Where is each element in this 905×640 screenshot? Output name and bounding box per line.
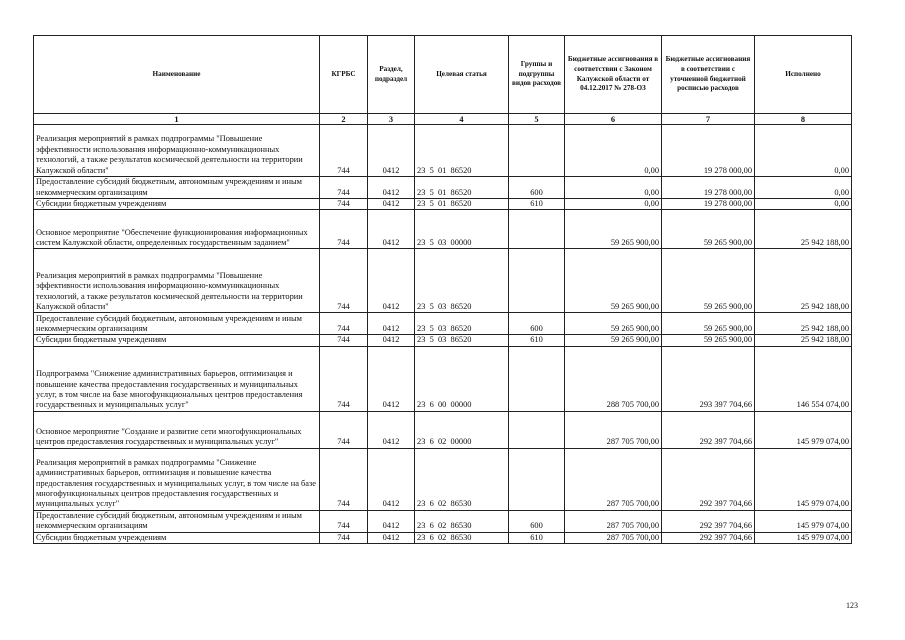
row-group: 610 bbox=[509, 335, 565, 346]
row-section: 0412 bbox=[368, 199, 415, 210]
column-header-kgrbs: КГРБС bbox=[320, 36, 368, 114]
row-target: 23 5 01 86520 bbox=[415, 199, 509, 210]
row-name: Предоставление субсидий бюджетным, автономным учреждениям и иным некоммерческим организациям bbox=[34, 177, 320, 199]
row-refined: 292 397 704,66 bbox=[662, 411, 755, 448]
row-section: 0412 bbox=[368, 532, 415, 543]
row-name: Субсидии бюджетным учреждениям bbox=[34, 532, 320, 543]
row-group: 600 bbox=[509, 177, 565, 199]
row-kgrbs: 744 bbox=[320, 210, 368, 249]
row-refined: 293 397 704,66 bbox=[662, 346, 755, 411]
row-kgrbs: 744 bbox=[320, 411, 368, 448]
row-kgrbs: 744 bbox=[320, 532, 368, 543]
row-target: 23 6 02 86530 bbox=[415, 510, 509, 532]
row-kgrbs: 744 bbox=[320, 313, 368, 335]
column-header-section: Раздел, подраздел bbox=[368, 36, 415, 114]
table-row bbox=[34, 249, 852, 313]
table-row bbox=[34, 532, 852, 543]
row-name: Субсидии бюджетным учреждениям bbox=[34, 199, 320, 210]
row-target: 23 6 02 86530 bbox=[415, 532, 509, 543]
row-refined: 292 397 704,66 bbox=[662, 510, 755, 532]
table-row bbox=[34, 199, 852, 210]
row-group: 600 bbox=[509, 510, 565, 532]
row-name: Реализация мероприятий в рамках подпрограммы "Повышение эффективности использования информационно-коммуникационных технологий, а также результатов космической деятельности на территории Калужской области" bbox=[34, 125, 320, 177]
row-law: 59 265 900,00 bbox=[565, 210, 662, 249]
row-target: 23 6 00 00000 bbox=[415, 346, 509, 411]
row-section: 0412 bbox=[368, 210, 415, 249]
row-section: 0412 bbox=[368, 335, 415, 346]
row-target: 23 5 01 86520 bbox=[415, 177, 509, 199]
column-number: 3 bbox=[368, 114, 415, 125]
column-header-name: Наименование bbox=[34, 36, 320, 114]
column-header-group: Группы и подгруппы видов расходов bbox=[509, 36, 565, 114]
row-section: 0412 bbox=[368, 177, 415, 199]
row-law: 287 705 700,00 bbox=[565, 510, 662, 532]
row-kgrbs: 744 bbox=[320, 335, 368, 346]
row-refined: 59 265 900,00 bbox=[662, 313, 755, 335]
table-row bbox=[34, 335, 852, 346]
row-section: 0412 bbox=[368, 510, 415, 532]
header-row bbox=[34, 36, 852, 114]
row-refined: 292 397 704,66 bbox=[662, 448, 755, 510]
table-row bbox=[34, 125, 852, 177]
column-header-law: Бюджетные ассигнования в соответствии с Законом Калужской области от 04.12.2017 № 278-ОЗ bbox=[565, 36, 662, 114]
row-executed: 25 942 188,00 bbox=[755, 249, 852, 313]
column-number-row bbox=[34, 114, 852, 125]
budget-table bbox=[33, 35, 852, 544]
column-number: 2 bbox=[320, 114, 368, 125]
column-number: 5 bbox=[509, 114, 565, 125]
row-name: Подпрограмма "Снижение административных барьеров, оптимизация и повышение качества предоставления государственных и муниципальных услуг, в том числе на базе многофункциональных центров предоставления государственных и муниципальных услуг" bbox=[34, 346, 320, 411]
row-group bbox=[509, 346, 565, 411]
row-name: Реализация мероприятий в рамках подпрограммы "Снижение административных барьеров, оптимизация и повышение качества предоставления государственных и муниципальных услуг, в том числе на базе многофункциональных центров предоставления государственных и муниципальных услуг" bbox=[34, 448, 320, 510]
table-row bbox=[34, 313, 852, 335]
column-number: 8 bbox=[755, 114, 852, 125]
row-law: 59 265 900,00 bbox=[565, 249, 662, 313]
row-section: 0412 bbox=[368, 411, 415, 448]
row-group: 600 bbox=[509, 313, 565, 335]
row-group bbox=[509, 210, 565, 249]
row-kgrbs: 744 bbox=[320, 510, 368, 532]
row-group bbox=[509, 125, 565, 177]
row-section: 0412 bbox=[368, 125, 415, 177]
row-section: 0412 bbox=[368, 249, 415, 313]
row-name: Основное мероприятие "Создание и развитие сети многофункциональных центров предоставления государственных и муниципальных услуг" bbox=[34, 411, 320, 448]
row-group: 610 bbox=[509, 199, 565, 210]
row-executed: 25 942 188,00 bbox=[755, 210, 852, 249]
page-number: 123 bbox=[846, 601, 858, 610]
row-executed: 25 942 188,00 bbox=[755, 335, 852, 346]
row-target: 23 5 01 86520 bbox=[415, 125, 509, 177]
row-refined: 19 278 000,00 bbox=[662, 177, 755, 199]
row-executed: 145 979 074,00 bbox=[755, 411, 852, 448]
table-row bbox=[34, 448, 852, 510]
row-name: Предоставление субсидий бюджетным, автономным учреждениям и иным некоммерческим организациям bbox=[34, 313, 320, 335]
row-executed: 0,00 bbox=[755, 177, 852, 199]
row-name: Субсидии бюджетным учреждениям bbox=[34, 335, 320, 346]
row-refined: 19 278 000,00 bbox=[662, 199, 755, 210]
row-group bbox=[509, 249, 565, 313]
row-target: 23 6 02 86530 bbox=[415, 448, 509, 510]
row-group bbox=[509, 411, 565, 448]
row-section: 0412 bbox=[368, 346, 415, 411]
row-group: 610 bbox=[509, 532, 565, 543]
row-law: 0,00 bbox=[565, 125, 662, 177]
row-executed: 145 979 074,00 bbox=[755, 448, 852, 510]
column-header-executed: Исполнено bbox=[755, 36, 852, 114]
row-name: Реализация мероприятий в рамках подпрограммы "Повышение эффективности использования информационно-коммуникационных технологий, а также результатов космической деятельности на территории Калужской области" bbox=[34, 249, 320, 313]
row-refined: 59 265 900,00 bbox=[662, 210, 755, 249]
row-refined: 59 265 900,00 bbox=[662, 335, 755, 346]
column-number: 1 bbox=[34, 114, 320, 125]
column-header-refined: Бюджетные ассигнования в соответствии с уточненной бюджетной росписью расходов bbox=[662, 36, 755, 114]
row-law: 287 705 700,00 bbox=[565, 448, 662, 510]
row-group bbox=[509, 448, 565, 510]
row-refined: 19 278 000,00 bbox=[662, 125, 755, 177]
row-executed: 145 979 074,00 bbox=[755, 510, 852, 532]
row-kgrbs: 744 bbox=[320, 177, 368, 199]
row-law: 287 705 700,00 bbox=[565, 411, 662, 448]
row-law: 287 705 700,00 bbox=[565, 532, 662, 543]
row-section: 0412 bbox=[368, 313, 415, 335]
row-target: 23 6 02 00000 bbox=[415, 411, 509, 448]
column-number: 7 bbox=[662, 114, 755, 125]
row-kgrbs: 744 bbox=[320, 448, 368, 510]
row-executed: 0,00 bbox=[755, 125, 852, 177]
row-executed: 25 942 188,00 bbox=[755, 313, 852, 335]
row-executed: 145 979 074,00 bbox=[755, 532, 852, 543]
row-target: 23 5 03 86520 bbox=[415, 335, 509, 346]
row-law: 0,00 bbox=[565, 199, 662, 210]
row-target: 23 5 03 00000 bbox=[415, 210, 509, 249]
row-kgrbs: 744 bbox=[320, 346, 368, 411]
row-target: 23 5 03 86520 bbox=[415, 249, 509, 313]
table-row bbox=[34, 510, 852, 532]
row-section: 0412 bbox=[368, 448, 415, 510]
table-row bbox=[34, 411, 852, 448]
row-kgrbs: 744 bbox=[320, 249, 368, 313]
row-refined: 59 265 900,00 bbox=[662, 249, 755, 313]
column-header-target: Целевая статья bbox=[415, 36, 509, 114]
row-executed: 146 554 074,00 bbox=[755, 346, 852, 411]
row-name: Основное мероприятие "Обеспечение функционирования информационных систем Калужской области, определенных государственным заданием" bbox=[34, 210, 320, 249]
column-number: 6 bbox=[565, 114, 662, 125]
row-name: Предоставление субсидий бюджетным, автономным учреждениям и иным некоммерческим организациям bbox=[34, 510, 320, 532]
row-law: 59 265 900,00 bbox=[565, 335, 662, 346]
row-executed: 0,00 bbox=[755, 199, 852, 210]
table-row bbox=[34, 210, 852, 249]
row-kgrbs: 744 bbox=[320, 125, 368, 177]
row-law: 59 265 900,00 bbox=[565, 313, 662, 335]
table-row bbox=[34, 346, 852, 411]
row-kgrbs: 744 bbox=[320, 199, 368, 210]
budget-table-container bbox=[33, 35, 851, 544]
row-law: 288 705 700,00 bbox=[565, 346, 662, 411]
row-target: 23 5 03 86520 bbox=[415, 313, 509, 335]
table-row bbox=[34, 177, 852, 199]
row-refined: 292 397 704,66 bbox=[662, 532, 755, 543]
column-number: 4 bbox=[415, 114, 509, 125]
row-law: 0,00 bbox=[565, 177, 662, 199]
